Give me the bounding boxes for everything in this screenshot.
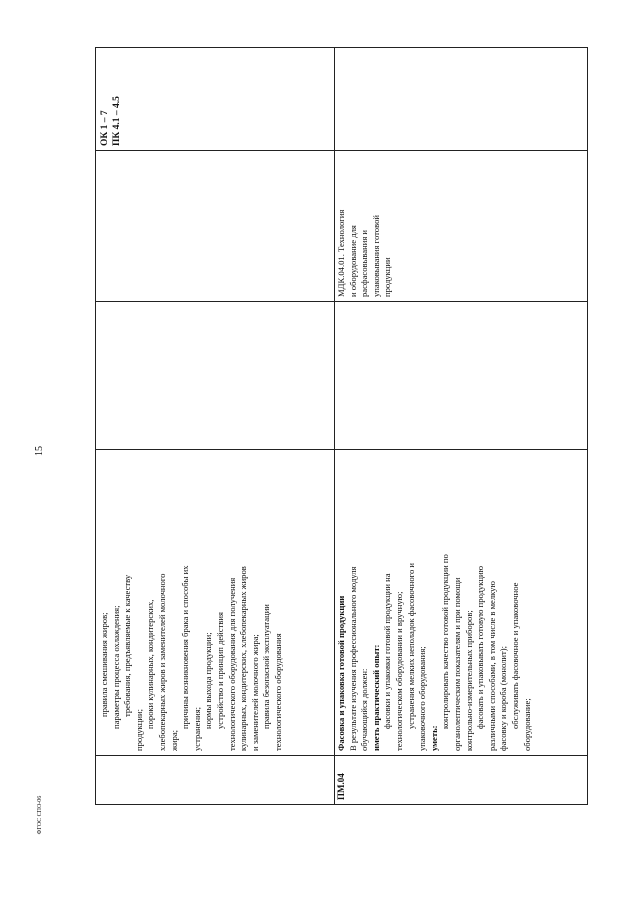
content-line: фасовки и упаковки готовой продукции на (382, 573, 393, 729)
hours-cell (96, 301, 334, 449)
content-line: причины возникновения брака и способы их (180, 565, 191, 729)
content-line: иметь практический опыт: (370, 644, 381, 751)
content-line: правила безопасной эксплуатации (261, 604, 272, 729)
module-code: ПМ.04 (336, 773, 346, 800)
page-number: 15 (34, 446, 45, 456)
content-line: пороки кулинарных, кондитерских, (145, 599, 156, 729)
content-line: контрольно-измерительных приборов; (463, 610, 474, 751)
table-row (95, 47, 335, 805)
module-content-cell (333, 449, 587, 755)
content-line: правила смешивания жиров; (99, 612, 109, 717)
content-line: оборудование; (521, 698, 532, 751)
content-line: жира; (168, 729, 179, 751)
content-line: продукции; (133, 709, 144, 751)
module-content (333, 450, 536, 755)
discipline-line: и оборудование для (347, 225, 358, 297)
content-line: параметры процесса охлаждения; (110, 605, 121, 729)
content-line: кулинарных, кондитерских, хлебопекарных жиров (238, 566, 249, 751)
content-line: Фасовка и упаковка готовой продукции (336, 595, 346, 751)
content-line: технологического оборудования для получения (226, 577, 237, 751)
discipline-name (333, 151, 397, 301)
module-content-cell (96, 449, 334, 755)
content-line: органолептическим показателям и при помощи (451, 577, 462, 751)
module-code-cell (333, 755, 587, 805)
competences-cell (333, 47, 587, 150)
content-line: фасовать и упаковывать готовую продукцию (475, 565, 486, 729)
competence-ok: ОК 1 – 7 (100, 110, 110, 146)
content-line: фасовку и короба (монолит); (498, 645, 509, 751)
discipline-line: МДК.04.01. Технология (336, 209, 346, 297)
content-line: В результате изучения профессионального модуля (347, 566, 358, 751)
content-line: уметь: (428, 725, 439, 751)
content-line: технологического оборудования (272, 633, 283, 751)
content-line: устранения; (191, 706, 202, 751)
content-line: хлебопекарных жиров и заменителей молочного (156, 573, 167, 751)
content-line: нормы выхода продукции; (203, 632, 214, 729)
content-line: контролировать качество готовой продукции по (440, 554, 451, 729)
content-line: обслуживать фасовочное и упаковочное (509, 582, 520, 729)
discipline-line: упаковывания готовой (370, 215, 381, 297)
content-line: требования, предъявляемые к качеству (122, 574, 133, 717)
content-line: и заменителей молочного жира; (249, 634, 260, 751)
content-line: различными способами, в том числе в мелкую (486, 581, 497, 751)
competences (96, 48, 126, 150)
discipline-line: расфасовывания и (359, 229, 370, 297)
table-row (333, 47, 588, 805)
curriculum-table (95, 47, 587, 805)
competences-cell (96, 47, 334, 150)
footer-code: ФГОС СПО-06 (37, 795, 43, 835)
module-content (96, 450, 288, 755)
content-line: устранения мелких неполадок фасовочного и (405, 563, 416, 729)
content-line: технологическом оборудовании и вручную; (393, 591, 404, 751)
module-code-cell (96, 755, 334, 805)
content-line: устройство и принцип действия (214, 612, 225, 729)
discipline-line: продукции (382, 257, 393, 297)
content-line: обучающийся должен: (359, 668, 370, 751)
discipline-cell (96, 150, 334, 301)
hours-cell (333, 301, 587, 449)
competence-pk: ПК 4.1 – 4.5 (112, 96, 122, 146)
module-code (96, 756, 102, 804)
content-line: упаковочного оборудования; (417, 646, 428, 751)
discipline-cell (333, 150, 587, 301)
